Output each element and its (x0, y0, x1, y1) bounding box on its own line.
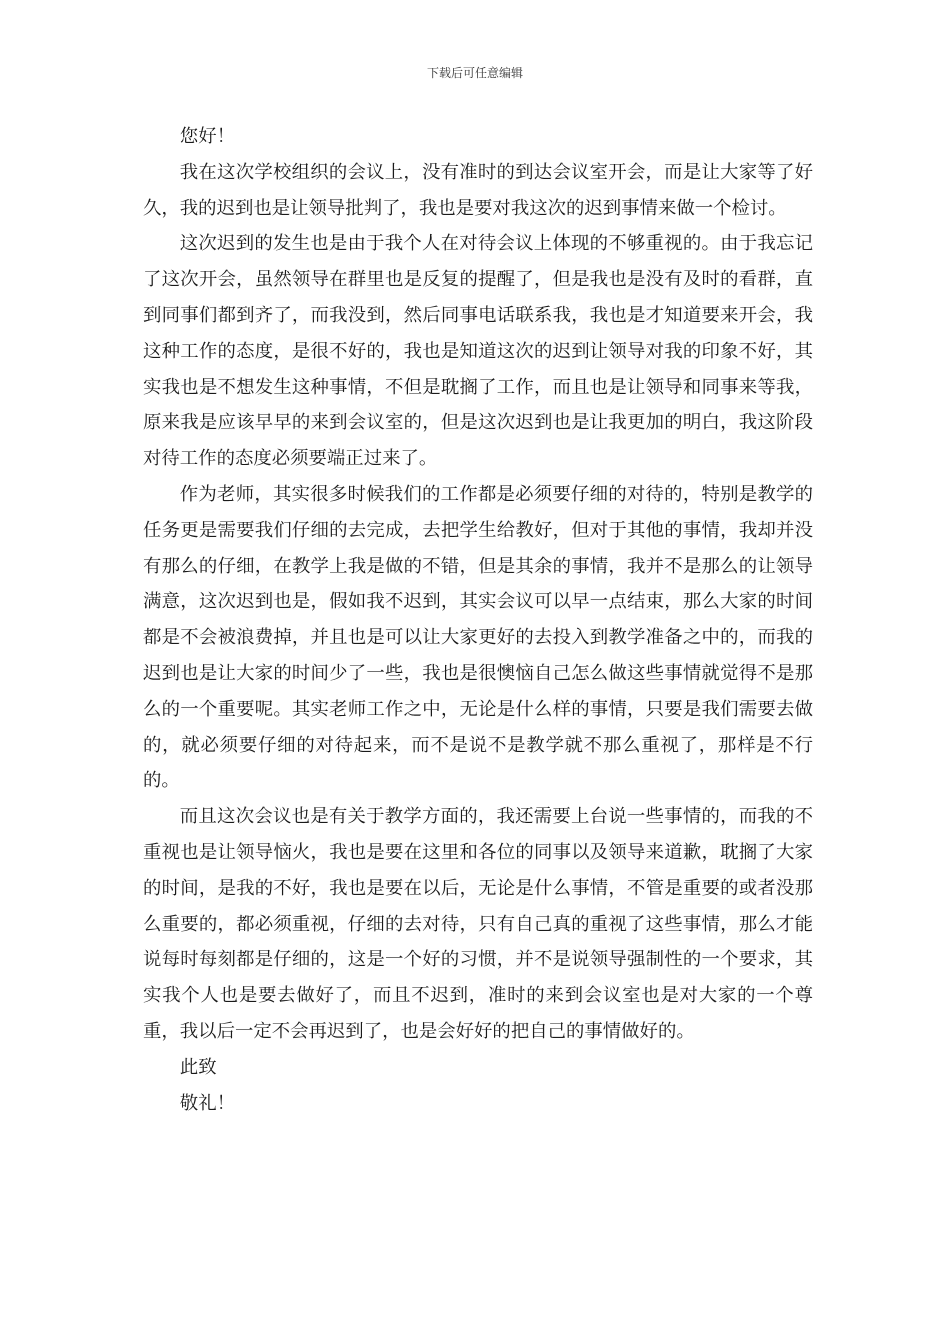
letter-paragraph-3: 作为老师，其实很多时候我们的工作都是必须要仔细的对待的，特别是教学的任务更是需要我们仔细的去完成，去把学生给教好，但对于其他的事情，我却并没有那么的仔细，在教学上我是做的不错，但是其余的事情，我并不是那么的让领导满意，这次迟到也是，假如我不迟到，其实会议可以早一点结束，那么大家的时间都是不会被浪费掉，并且也是可以让大家更好的去投入到教学准备之中的，而我的迟到也是让大家的时间少了一些，我也是很懊恼自己怎么做这些事情就觉得不是那么的一个重要呢。其实老师工作之中，无论是什么样的事情，只要是我们需要去做的，就必须要仔细的对待起来，而不是说不是教学就不那么重视了，那样是不行的。 (143, 483, 813, 792)
letter-paragraph-1: 我在这次学校组织的会议上，没有准时的到达会议室开会，而是让大家等了好久，我的迟到也是让领导批判了，我也是要对我这次的迟到事情来做一个检讨。 (143, 161, 813, 219)
letter-body (143, 119, 813, 1121)
letter-paragraph-2: 这次迟到的发生也是由于我个人在对待会议上体现的不够重视的。由于我忘记了这次开会，虽然领导在群里也是反复的提醒了，但是我也是没有及时的看群，直到同事们都到齐了，而我没到，然后同事电话联系我，我也是才知道要来开会，我这种工作的态度，是很不好的，我也是知道这次的迟到让领导对我的印象不好，其实我也是不想发生这种事情，不但是耽搁了工作，而且也是让领导和同事来等我，原来我是应该早早的来到会议室的，但是这次迟到也是让我更加的明白，我这阶段对待工作的态度必须要端正过来了。 (143, 233, 813, 470)
letter-greeting: 您好！ (179, 126, 235, 147)
letter-closing-cizhi: 此致 (179, 1056, 217, 1078)
page-header-note: 下载后可任意编辑 (426, 66, 523, 80)
letter-paragraph-4: 而且这次会议也是有关于教学方面的，我还需要上台说一些事情的，而我的不重视也是让领导恼火，我也是要在这里和各位的同事以及领导来道歉，耽搁了大家的时间，是我的不好，我也是要在以后，无论是什么事情，不管是重要的或者没那么重要的，都必须重视，仔细的去对待，只有自己真的重视了这些事情，那么才能说每时每刻都是仔细的，这是一个好的习惯，并不是说领导强制性的一个要求，其实我个人也是要去做好了，而且不迟到，准时的来到会议室也是对大家的一个尊重，我以后一定不会再迟到了，也是会好好的把自己的事情做好的。 (143, 806, 813, 1042)
letter-closing-jingli: 敬礼！ (179, 1092, 235, 1114)
